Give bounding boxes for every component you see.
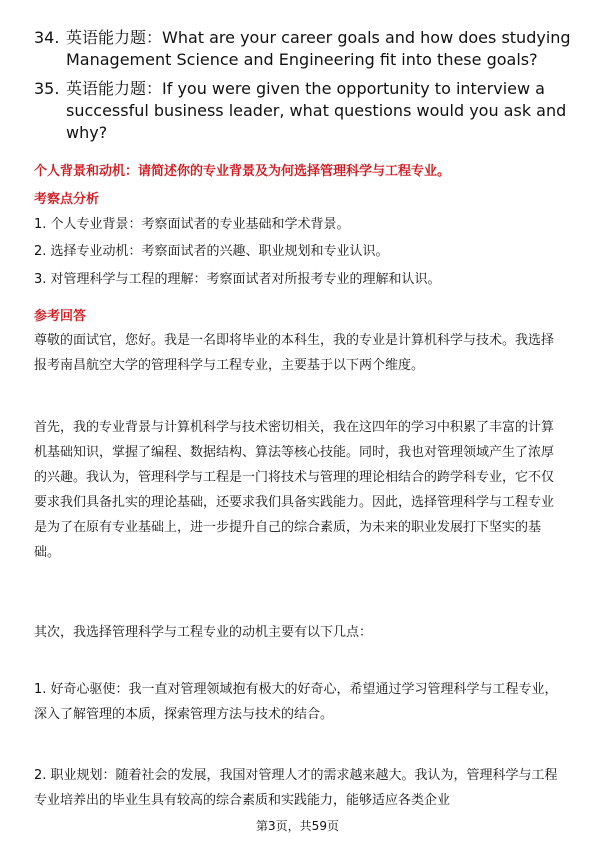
analysis-item: 2. 选择专业动机：考察面试者的兴趣、职业规划和专业认识。 bbox=[34, 244, 389, 259]
analysis-item: 3. 对管理科学与工程的理解：考察面试者对所报考专业的理解和认识。 bbox=[34, 272, 441, 287]
answer-paragraph: 首先，我的专业背景与计算机科学与技术密切相关，我在这四年的学习中积累了丰富的计算机基础知识，掌握了编程、数据结构、算法等核心技能。同时，我也对管理领域产生了浓厚的兴趣。我认为，管理科学与工程是一门将技术与管理的理论相结合的跨学科专业，它不仅要求我们具备扎实的理论基础，还要求我们具备实践能力。因此，选择管理科学与工程专业是为了在原有专业基础上，进一步提升自己的综合素质，为未来的职业发展打下坚实的基础。 bbox=[34, 420, 555, 560]
answer-paragraph: 1. 好奇心驱使：我一直对管理领域抱有极大的好奇心，希望通过学习管理科学与工程专业，深入了解管理的本质，探索管理方法与技术的结合。 bbox=[34, 682, 558, 722]
question-35 bbox=[34, 78, 574, 144]
answer-paragraph: 尊敬的面试官，您好。我是一名即将毕业的本科生，我的专业是计算机科学与技术。我选择报考南昌航空大学的管理科学与工程专业，主要基于以下两个维度。 bbox=[34, 333, 555, 373]
page-footer: 第3页，共59页 bbox=[256, 819, 339, 833]
question-text: 英语能力题：If you were given the opportunity to interview a successful business leader, what questions would you ask and why? bbox=[66, 79, 567, 142]
answer-heading: 参考回答 bbox=[34, 309, 87, 324]
section-title: 个人背景和动机：请简述你的专业背景及为何选择管理科学与工程专业。 bbox=[34, 164, 451, 179]
question-number: 34. bbox=[34, 28, 60, 47]
analysis-heading: 考察点分析 bbox=[34, 192, 100, 207]
answer-paragraph: 其次，我选择管理科学与工程专业的动机主要有以下几点： bbox=[34, 625, 373, 640]
question-number: 35. bbox=[34, 79, 60, 98]
analysis-item: 1. 个人专业背景：考察面试者的专业基础和学术背景。 bbox=[34, 217, 350, 232]
question-34 bbox=[34, 27, 574, 71]
answer-paragraph: 2. 职业规划：随着社会的发展，我国对管理人才的需求越来越大。我认为，管理科学与工程专业培养出的毕业生具有较高的综合素质和实践能力，能够适应各类企业 bbox=[34, 768, 558, 808]
question-text: 英语能力题：What are your career goals and how does studying Management Science and Engineering fit into these goals? bbox=[66, 28, 571, 69]
